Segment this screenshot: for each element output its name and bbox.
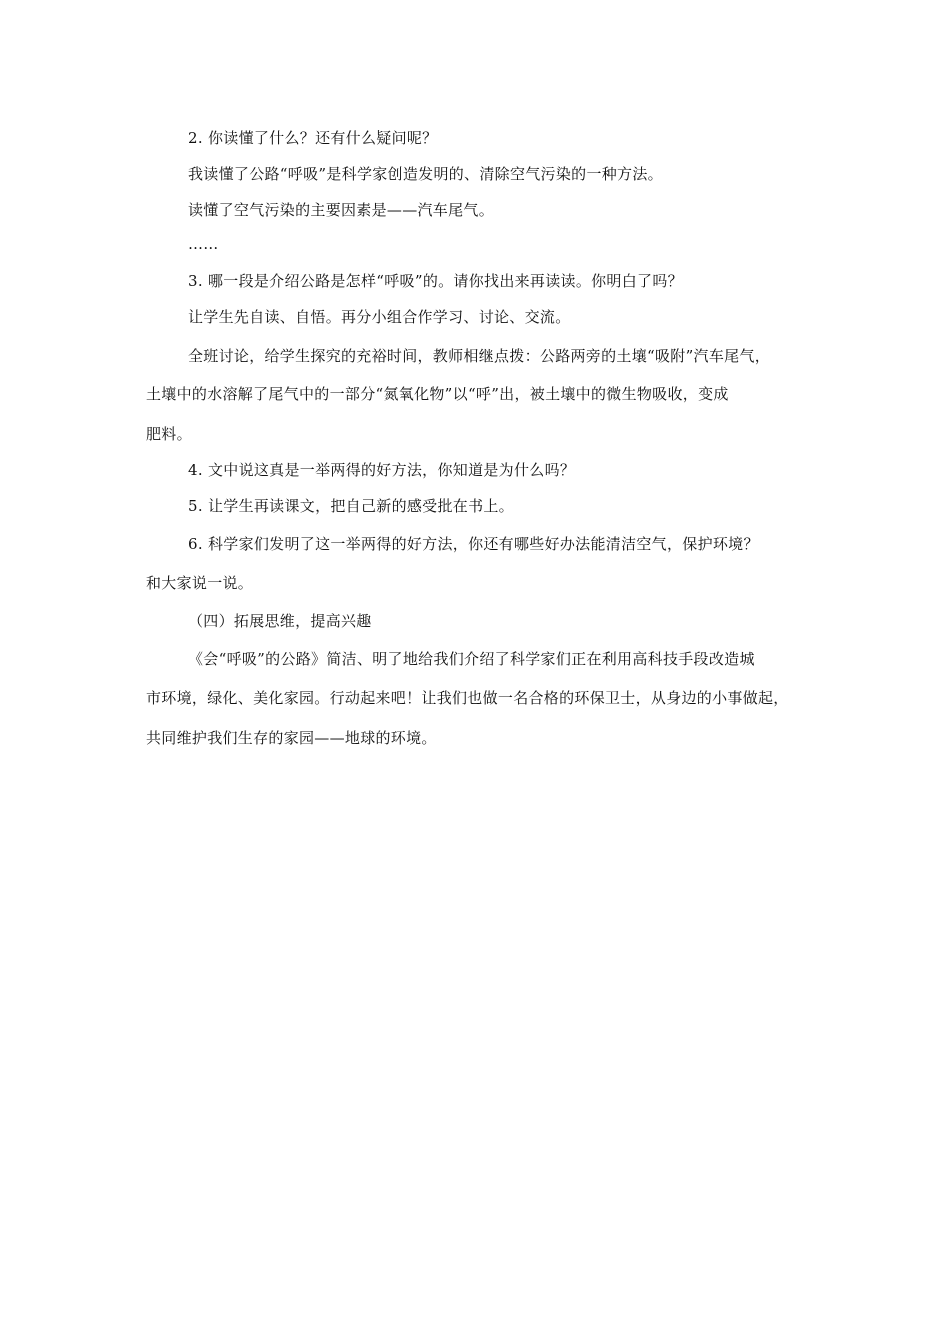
instruction-line: 让学生先自读、自悟。再分小组合作学习、讨论、交流。 xyxy=(188,308,571,326)
discussion-line-2: 土壤中的水溶解了尾气中的一部分“氮氧化物”以“呼”出，被土壤中的微生物吸收，变成 xyxy=(146,385,729,403)
summary-line-2: 市环境，绿化、美化家园。行动起来吧！让我们也做一名合格的环保卫士，从身边的小事做起， xyxy=(146,689,789,707)
summary-line-3: 共同维护我们生存的家园——地球的环境。 xyxy=(146,729,437,747)
ellipsis: …… xyxy=(188,235,219,253)
item-5: 5. 让学生再读课文，把自己新的感受批在书上。 xyxy=(188,497,514,515)
question-2: 2. 你读懂了什么？还有什么疑问呢？ xyxy=(188,129,438,147)
question-3: 3. 哪一段是介绍公路是怎样“呼吸”的。请你找出来再读读。你明白了吗？ xyxy=(188,272,683,290)
question-6-line-2: 和大家说一说。 xyxy=(146,574,254,592)
section-heading: （四）拓展思维，提高兴趣 xyxy=(188,612,372,630)
question-4: 4. 文中说这真是一举两得的好方法，你知道是为什么吗？ xyxy=(188,461,576,479)
answer-line-1: 我读懂了公路“呼吸”是科学家创造发明的、清除空气污染的一种方法。 xyxy=(188,165,663,183)
summary-line-1: 《会“呼吸”的公路》简洁、明了地给我们介绍了科学家们正在利用高科技手段改造城 xyxy=(188,650,755,668)
discussion-line-1: 全班讨论，给学生探究的充裕时间，教师相继点拨：公路两旁的土壤“吸附”汽车尾气， xyxy=(188,347,771,365)
discussion-line-3: 肥料。 xyxy=(146,425,192,443)
answer-line-2: 读懂了空气污染的主要因素是——汽车尾气。 xyxy=(188,201,495,219)
question-6-line-1: 6. 科学家们发明了这一举两得的好方法，你还有哪些好办法能清洁空气，保护环境？ xyxy=(188,535,759,553)
